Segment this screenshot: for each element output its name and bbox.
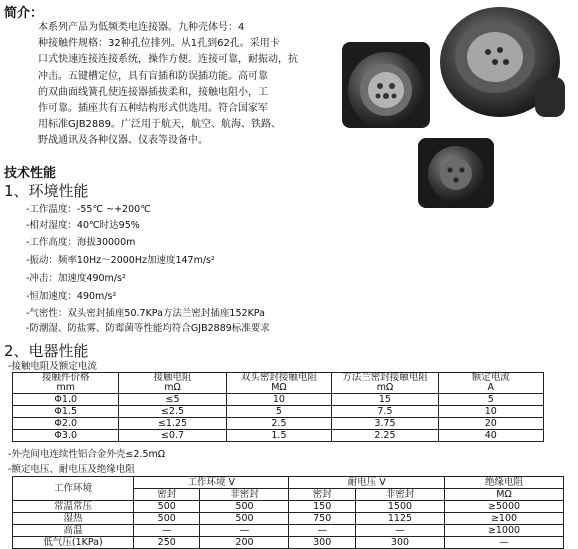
header-cell: 额定电流 A (438, 373, 543, 394)
table-row (13, 418, 544, 430)
env-section-title: 1、环境性能 (4, 182, 89, 200)
table-cell: 5 (438, 394, 543, 406)
table-cell: 2.25 (332, 430, 438, 442)
voltage-table-caption: -额定电压、耐电压及绝缘电阻 (8, 464, 135, 475)
env-item: -工作温度：-55℃ ~+200℃ (26, 204, 151, 215)
voltage-table-header (13, 477, 564, 489)
table-cell: 15 (332, 394, 438, 406)
table-row (13, 537, 564, 549)
table-cell: 湿热 (13, 513, 134, 525)
header-cell: 工作环境 V (134, 477, 289, 489)
intro-paragraph (38, 20, 298, 150)
table-cell: — (445, 537, 564, 549)
table-cell: ≥1000 (445, 525, 564, 537)
contact-table (12, 372, 544, 442)
table-row (13, 394, 544, 406)
table-cell: 1125 (355, 513, 444, 525)
flange-receptacle-image (342, 42, 430, 128)
table-cell: ≥100 (445, 513, 564, 525)
header-cell: MΩ (445, 489, 564, 501)
table-cell: 高温 (13, 525, 134, 537)
table-cell: 40 (438, 430, 543, 442)
table-row (13, 501, 564, 513)
env-item: -振动：频率10Hz～2000Hz加速度147m/s² (26, 255, 215, 266)
table-cell: ≤5 (119, 394, 226, 406)
table-row (13, 513, 564, 525)
table-cell: 500 (134, 501, 200, 513)
table-cell: 3.75 (332, 418, 438, 430)
contact-table-header (13, 373, 544, 394)
table-cell: 7.5 (332, 406, 438, 418)
table-cell: — (200, 525, 289, 537)
table-cell: 250 (134, 537, 200, 549)
table-cell: ≤0.7 (119, 430, 226, 442)
env-item: -气密性：双头密封插座50.7KPa方法兰密封插座152KPa (26, 308, 265, 319)
table-cell: ≥5000 (445, 501, 564, 513)
header-cell: 接触件价格 mm (13, 373, 119, 394)
header-cell: 非密封 (355, 489, 444, 501)
table-row (13, 525, 564, 537)
table-cell: Φ1.5 (13, 406, 119, 418)
table-cell: ≤2.5 (119, 406, 226, 418)
table-row (13, 430, 544, 442)
table-cell: 500 (134, 513, 200, 525)
table-cell: 2.5 (226, 418, 332, 430)
header-cell: 非密封 (200, 489, 289, 501)
intro-line: 本系列产品为低频类电连接器。九种壳体号：4 (38, 22, 245, 33)
connector-photo (330, 2, 578, 214)
table-cell: 1.5 (226, 430, 332, 442)
contact-table-caption: -接触电阻及额定电流 (8, 361, 97, 372)
table-cell: — (134, 525, 200, 537)
round-plug-image (440, 7, 565, 117)
table-cell: ≤1.25 (119, 418, 226, 430)
table-cell: — (355, 525, 444, 537)
intro-line: 作可靠。插座共有五种结构形式供选用。符合国家军 (38, 103, 268, 115)
header-cell: 接触电阻 mΩ (119, 373, 226, 394)
table-cell: 300 (289, 537, 355, 549)
table-cell: Φ2.0 (13, 418, 119, 430)
table-cell: 5 (226, 406, 332, 418)
table-cell: 500 (200, 513, 289, 525)
voltage-table (12, 476, 564, 549)
env-item: -恒加速度：490m/s² (26, 291, 117, 302)
table-cell: 20 (438, 418, 543, 430)
header-cell: 双头密封接触电阻 MΩ (226, 373, 332, 394)
table-cell: 300 (355, 537, 444, 549)
intro-line: 口式快速连接连接系统，操作方便。连接可靠，耐振动，抗 (38, 54, 298, 66)
header-cell: 绝缘电阻 (445, 477, 564, 489)
header-cell: 耐电压 V (289, 477, 445, 489)
env-item: -相对湿度：40℃时达95% (26, 220, 140, 231)
env-item: -工作高度：海拔30000m (26, 237, 136, 248)
table-cell: 低气压(1KPa) (13, 537, 134, 549)
intro-line: 冲击。五键槽定位，具有盲插和防误插功能。高可靠 (38, 70, 268, 82)
table-cell: Φ3.0 (13, 430, 119, 442)
table-cell: 1500 (355, 501, 444, 513)
header-cell: 密封 (134, 489, 200, 501)
intro-line: 用标准GJB2889。广泛用于航天，航空、航海、铁路、 (38, 119, 282, 131)
elec-section-title: 2、电器性能 (4, 342, 89, 360)
intro-line: 种接触件规格：32种孔位排列。从1孔到62孔。采用卡 (38, 38, 280, 50)
intro-line: 野战通讯及各种仪器、仪表等设备中。 (38, 135, 208, 147)
table-cell: 常温常压 (13, 501, 134, 513)
table-cell: 750 (289, 513, 355, 525)
table-row (13, 406, 544, 418)
table-cell: Φ1.0 (13, 394, 119, 406)
tech-title: 技术性能 (4, 166, 57, 181)
intro-line: 的双曲面线簧孔使连接器插拔柔和，接触电阻小，工 (38, 86, 268, 98)
table-cell: 500 (200, 501, 289, 513)
table-cell: 150 (289, 501, 355, 513)
table-cell: — (289, 525, 355, 537)
table-cell: 200 (200, 537, 289, 549)
table-cell: 10 (226, 394, 332, 406)
header-cell: 方法兰密封接触电阻 mΩ (332, 373, 438, 394)
env-item: -冲击：加速度490m/s² (26, 273, 126, 284)
header-cell: 密封 (289, 489, 355, 501)
header-cell: 工作环境 (13, 477, 134, 501)
intro-title: 简介： (4, 6, 44, 21)
table-cell: 10 (438, 406, 543, 418)
env-item: -防潮湿、防盐雾、防霉菌等性能均符合GJB2889标准要求 (26, 323, 270, 334)
shell-continuity-note: -外壳间电连续性铝合金外壳≤2.5mΩ (8, 449, 166, 460)
small-receptacle-image (418, 138, 494, 208)
